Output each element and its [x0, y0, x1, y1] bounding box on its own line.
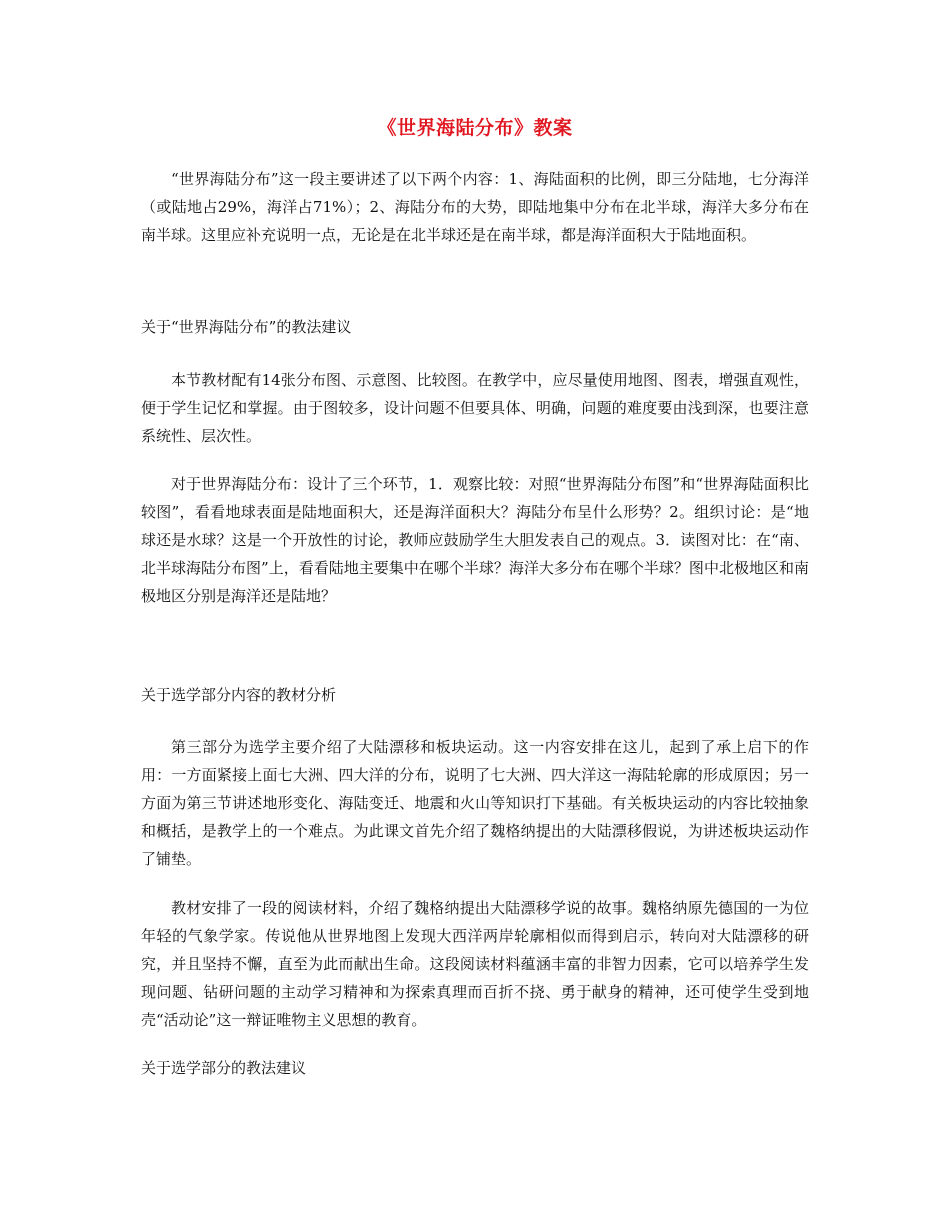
heading-elective-analysis: 关于选学部分内容的教材分析 — [141, 686, 337, 704]
heading-elective-methods: 关于选学部分的教法建议 — [141, 1059, 307, 1077]
paragraph-textbook-maps: 本节教材配有14张分布图、示意图、比较图。在教学中，应尽量使用地图、图表，增强直观性，便于学生记忆和掌握。由于图较多，设计问题不但要具体、明确，问题的难度要由浅到深，也要注意系统性、层次性。 — [141, 371, 809, 445]
document-title: 《世界海陆分布》教案 — [377, 117, 573, 139]
paragraph-three-steps: 对于世界海陆分布：设计了三个环节，1．观察比较：对照“世界海陆分布图”和“世界海陆面积比较图”，看看地球表面是陆地面积大，还是海洋面积大？海陆分布呈什么形势？2。组织讨论：是“地球还是水球？这是一个开放性的讨论，教师应鼓励学生大胆发表自己的观点。3．读图对比：在“南、北半球海陆分布图”上，看看陆地主要集中在哪个半球？海洋大多分布在哪个半球？图中北极地区和南极地区分别是海洋还是陆地？ — [141, 475, 809, 605]
paragraph-wegener-story: 教材安排了一段的阅读材料，介绍了魏格纳提出大陆漂移学说的故事。魏格纳原先德国的一为位年轻的气象学家。传说他从世界地图上发现大西洋两岸轮廓相似而得到启示，转向对大陆漂移的研究，并且坚持不懈，直至为此而献出生命。这段阅读材料蕴涵丰富的非智力因素，它可以培养学生发现问题、钻研问题的主动学习精神和为探索真理而百折不挠、勇于献身的精神，还可使学生受到地壳“活动论”这一辩证唯物主义思想的教育。 — [141, 899, 809, 1029]
paragraph-continental-drift: 第三部分为选学主要介绍了大陆漂移和板块运动。这一内容安排在这儿，起到了承上启下的作用：一方面紧接上面七大洲、四大洋的分布，说明了七大洲、四大洋这一海陆轮廓的形成原因；另一方面为第三节讲述地形变化、海陆变迁、地震和火山等知识打下基础。有关板块运动的内容比较抽象和概括，是教学上的一个难点。为此课文首先介绍了魏格纳提出的大陆漂移假说，为讲述板块运动作了铺垫。 — [141, 738, 809, 868]
heading-teaching-suggestions: 关于“世界海陆分布”的教法建议 — [141, 318, 352, 336]
paragraph-sea-land-ratio: “世界海陆分布”这一段主要讲述了以下两个内容：1、海陆面积的比例，即三分陆地，七分海洋（或陆地占29%，海洋占71%）；2、海陆分布的大势，即陆地集中分布在北半球，海洋大多分布在南半球。这里应补充说明一点，无论是在北半球还是在南半球，都是海洋面积大于陆地面积。 — [141, 170, 809, 244]
